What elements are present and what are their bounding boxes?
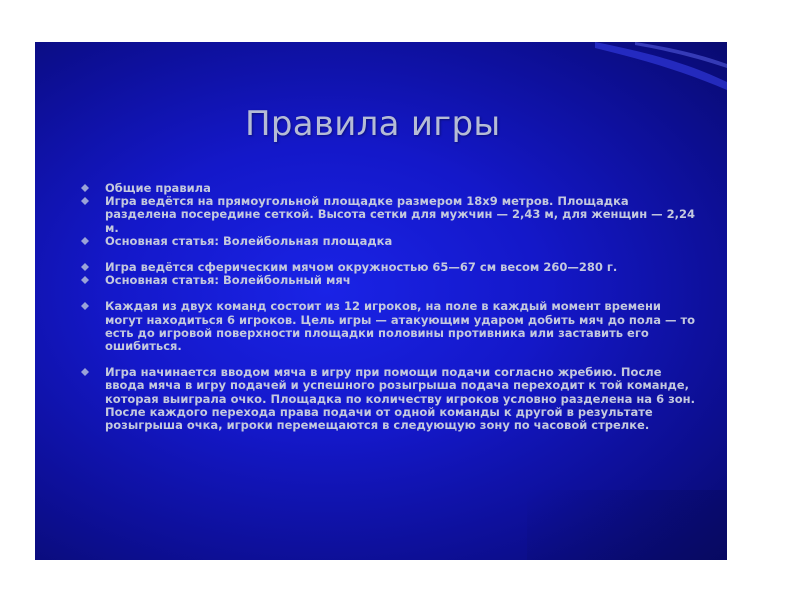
- diamond-bullet-icon: [81, 184, 89, 192]
- bullet-list: [79, 182, 699, 432]
- diamond-bullet-icon: [81, 237, 89, 245]
- bullet-item: [79, 195, 699, 235]
- bullet-text: Игра ведётся сферическим мячом окружностью 65—67 см весом 260—280 г.: [105, 260, 618, 275]
- decorative-corner: [527, 490, 727, 560]
- bullet-text: Основная статья: Волейбольный мяч: [105, 273, 351, 288]
- diamond-bullet-icon: [81, 197, 89, 205]
- bullet-text: Игра начинается вводом мяча в игру при помощи подачи согласно жребию. После ввода мяча в игру подачей и успешного розыгрыша подача переходит к той команде, которая выиграла очко. Площадка по количеству игроков условно разделена на 6 зон. После каждого перехода права подачи от одной команды к другой в результате розыгрыша очка, игроки перемещаются в следующую зону по часовой стрелке.: [105, 365, 695, 433]
- bullet-item: [79, 274, 699, 287]
- bullet-text: Игра ведётся на прямоугольной площадке размером 18х9 метров. Площадка разделена посередине сеткой. Высота сетки для мужчин — 2,43 м, для женщин — 2,24 м.: [105, 194, 696, 235]
- bullet-text: Основная статья: Волейбольная площадка: [105, 233, 393, 248]
- bullet-item: [79, 235, 699, 248]
- bullet-item: [79, 366, 699, 432]
- slide-title: Правила игры: [245, 104, 501, 144]
- diamond-bullet-icon: [81, 276, 89, 284]
- diamond-bullet-icon: [81, 302, 89, 310]
- diamond-bullet-icon: [81, 368, 89, 376]
- bullet-item: [79, 300, 699, 353]
- bullet-text: Каждая из двух команд состоит из 12 игроков, на поле в каждый момент времени могут находиться 6 игроков. Цель игры — атакующим ударом добить мяч до пола — то есть до игровой поверхности площадки половины противника или заставить его ошибиться.: [105, 299, 696, 354]
- diamond-bullet-icon: [81, 263, 89, 271]
- bullet-text: Общие правила: [105, 181, 211, 195]
- slide: [35, 42, 727, 560]
